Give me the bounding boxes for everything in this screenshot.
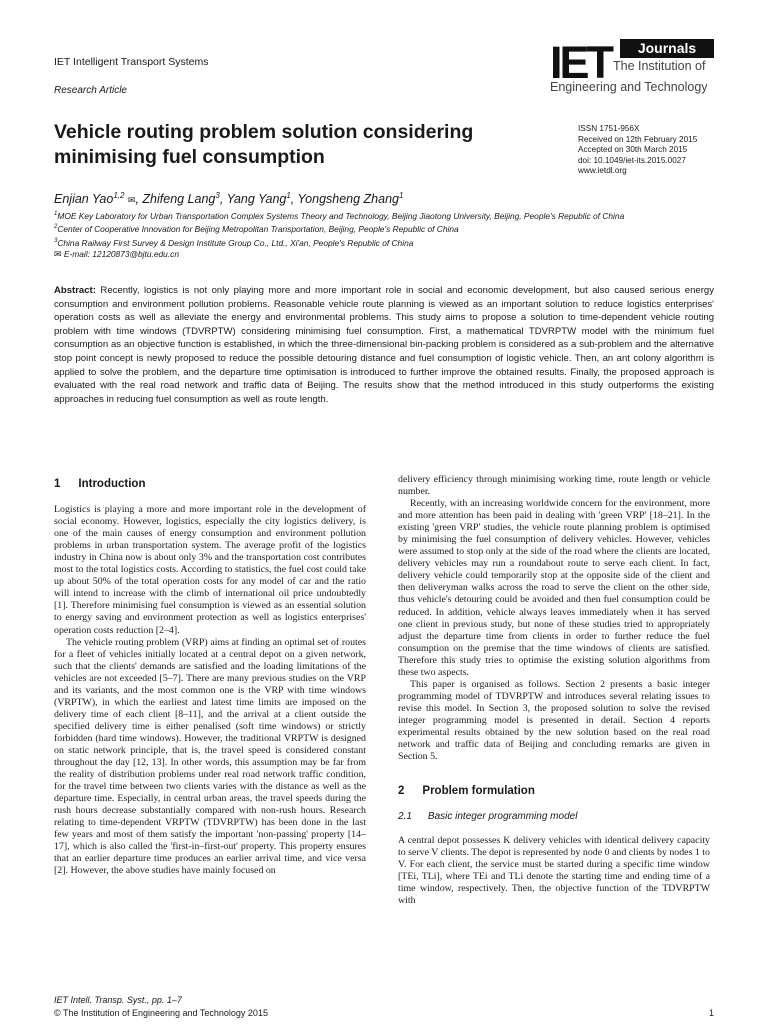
affiliations	[54, 209, 714, 261]
right-column	[398, 474, 710, 908]
section-heading: 2 Problem formulation	[398, 785, 535, 798]
paragraph: Recently, with an increasing worldwide concern for the environment, more and more attention has been paid in dealing with 'green VRP' [18–21]. In the existing 'green VRP' studies, the vehicle route planning problem is optimised by minimising the fuel consumption of delivery vehicles. However, vehicles were assumed to stop only at the side of the road where the clients are located, delivery vehicles may run a roundabout route to serve each client. In fact, delivery vehicle could temporarily stop at the opposite side of the client and then deliveryman walks across the road to serve the client on the other side, thus vehicle's detouring could be avoided and then fuel consumption could be reduced. In addition, vehicle always leaves immediately when it has served one client in previous study, but none of these studies tried to appropriately adjust the departure time from clients in order to further reduce the fuel consumption on the premise that the time windows of clients are satisfied. Therefore this study tries to optimise the existing solution algorithms from these two aspects.	[398, 498, 710, 678]
website: www.ietdl.org	[578, 166, 627, 176]
envelope-icon: ✉	[127, 195, 136, 206]
author-affil-sup: 1	[286, 191, 291, 200]
accepted-date: Accepted on 30th March 2015	[578, 145, 688, 155]
article-title: Vehicle routing problem solution considering minimising fuel consumption	[54, 121, 474, 168]
author-name: , Zhifeng Lang	[135, 192, 216, 207]
paragraph: A central depot possesses K delivery vehicles with identical delivery capacity to serve V clients. The depot is represented by node 0 and clients by nodes 1 to V. For each client, the service must be started during a specific time window [TEi, TLi], where TEi and TLi denote the starting time and ending time of a time window, respectively. Then, the objective function of the TDVRPTW with	[398, 835, 710, 907]
paragraph: Logistics is playing a more and more important role in the development of social economy. However, logistics, especially the city logistics delivery, is one of the main causes of energy consumption and environment pollution problems in urban transportation system. The average profit of the logistics industry in China now is about only 3% and the transportation cost contributes most to the total logistics costs. According to statistics, the fuel cost could take up about 50% of the total operation costs for any model of car and the ratio will intend to increase with the climb of international oil price undoubtedly [1]. Therefore minimising fuel consumption is viewed as an essential solution to energy saving and environment protection as well as logistics enterprises' operation costs reduction [2–4].	[54, 504, 366, 636]
author-affil-sup: 1,2	[113, 191, 125, 200]
affiliation-item: $^3$China Railway First Survey & Design Institute Group Co., Ltd., Xi'an, People's Republic of China	[54, 237, 414, 248]
paragraph: delivery efficiency through minimising working time, route length or vehicle number.	[398, 474, 710, 498]
paragraph: The vehicle routing problem (VRP) aims at finding an optimal set of routes for a fleet of vehicles initially located at a central depot on a given network, such that the clients' demands are satisfied and the loading limitations of the vehicles are not exceeded [5–7]. There are many previous studies on the VRP and its variants, and the most common one is the VRP with time windows (VRPTW), in which the earliest and latest time limits are imposed on the delivery time of each client [8–11], and the arrival at a client outside the specified delivery time is either penalised (soft time windows) or strictly forbidden (hard time windows). However, the traditional VRPTW is designed on static network principle, that is, the travel speed is considered constant throughout the day [12, 13]. In other words, this assumption may be far from the reality of distribution problems under real road network traffic condition, for the travel time between two clients varies with the distance as well as the departure time. Especially, in central urban areas, the travel speeds during the rush hours decrease substantially compared with non-rush hours. Research relating to time-dependent VRPTW (TDVRPTW) has been done in the last few years and most of them satisfy the important 'non-passing' property [14–17], which is also called the 'first-in–first-out' property. This property ensures that an earlier departure time produces an earlier arrival time, and vice versa [2]. However, the above studies have mainly focused on	[54, 636, 366, 877]
logo-line-2: Engineering and Technology	[550, 80, 708, 94]
page-footer	[54, 994, 714, 1020]
paragraph: This paper is organised as follows. Section 2 presents a basic integer programming model of TDVRPTW and introduces several relating issues to revise this model. In Section 3, the proposed solution to solve the revised integer programming model is presented in detail. Section 4 reports experimental results obtained by the new solution based on the real road network and traffic data of Beijing and concluding remarks are given in Section 5.	[398, 678, 710, 763]
author-affil-sup: 1	[399, 191, 404, 200]
iet-journals-logo	[550, 37, 715, 102]
logo-line-1: The Institution of	[613, 59, 706, 73]
affiliation-item: $^2$Center of Cooperative Innovation for Beijing Metropolitan Transportation, Beijing, People's Republic of China	[54, 224, 459, 235]
publication-info	[578, 124, 728, 177]
abstract	[54, 284, 714, 406]
author-name: Enjian Yao	[54, 192, 114, 207]
author-list	[54, 191, 403, 206]
envelope-icon: ✉	[54, 249, 62, 260]
page-header	[54, 37, 714, 110]
subsection-heading: 2.1 Basic integer programming model	[398, 811, 578, 823]
logo-mark: IET	[550, 37, 612, 88]
logo-badge: Journals	[620, 39, 714, 58]
doi: doi: 10.1049/iet-its.2015.0027	[578, 155, 686, 165]
email-line	[54, 249, 714, 261]
received-date: Received on 12th February 2015	[578, 134, 698, 144]
author-name: , Yang Yang	[219, 192, 287, 207]
abstract-text: Recently, logistics is not only playing more and more important role in social and economic development, but also caused serious energy consumption and environment pollution problems. Reasonable vehicle route planning is viewed as an important solution to reduce logistics enterprises' operation costs as well as alleviate the energy and environmental problems. This study aims to propose a solution to time-dependent vehicle routing problem with time windows (TDVRPTW) considering minimising fuel consumption. First, a mathematical TDVRPTW model with the minimum fuel consumption as an objective function is established, in which the three-dimensional bin-packing problem is considered as a sub-problem and the alternative stop point concept is newly proposed to reduce the possible detouring distance and fuel consumption of logistic vehicle. Then, an ant colony algorithm is applied to solve the problem, and the departure time optimisation is introduced to further improve the obtained results. Finally, the proposed approach is evaluated with the real road network and traffic data of Beijing. The results show that the method introduced in this study outperforms the existing approaches in reducing fuel consumption as well as route length.	[54, 285, 714, 405]
issn: ISSN 1751-956X	[578, 124, 640, 133]
affiliation-item: $^1$MOE Key Laboratory for Urban Transportation Complex Systems Theory and Technology, Beijing Jiaotong University, Beijing, People's Republic of China	[54, 210, 625, 221]
page-number: 1	[708, 1008, 714, 1018]
author-name: , Yongsheng Zhang	[290, 192, 399, 207]
left-column	[54, 474, 366, 878]
abstract-label: Abstract:	[54, 285, 96, 296]
section-heading: 1 Introduction	[54, 478, 146, 490]
footer-copyright: © The Institution of Engineering and Technology 2015	[54, 1008, 268, 1018]
footer-citation: IET Intell. Transp. Syst., pp. 1–7	[54, 995, 182, 1005]
email-address: E-mail: 12120873@bjtu.edu.cn	[63, 249, 179, 260]
author-affil-sup: 3	[215, 191, 220, 200]
article-type: Research Article	[54, 85, 127, 96]
journal-name: IET Intelligent Transport Systems	[54, 56, 209, 68]
